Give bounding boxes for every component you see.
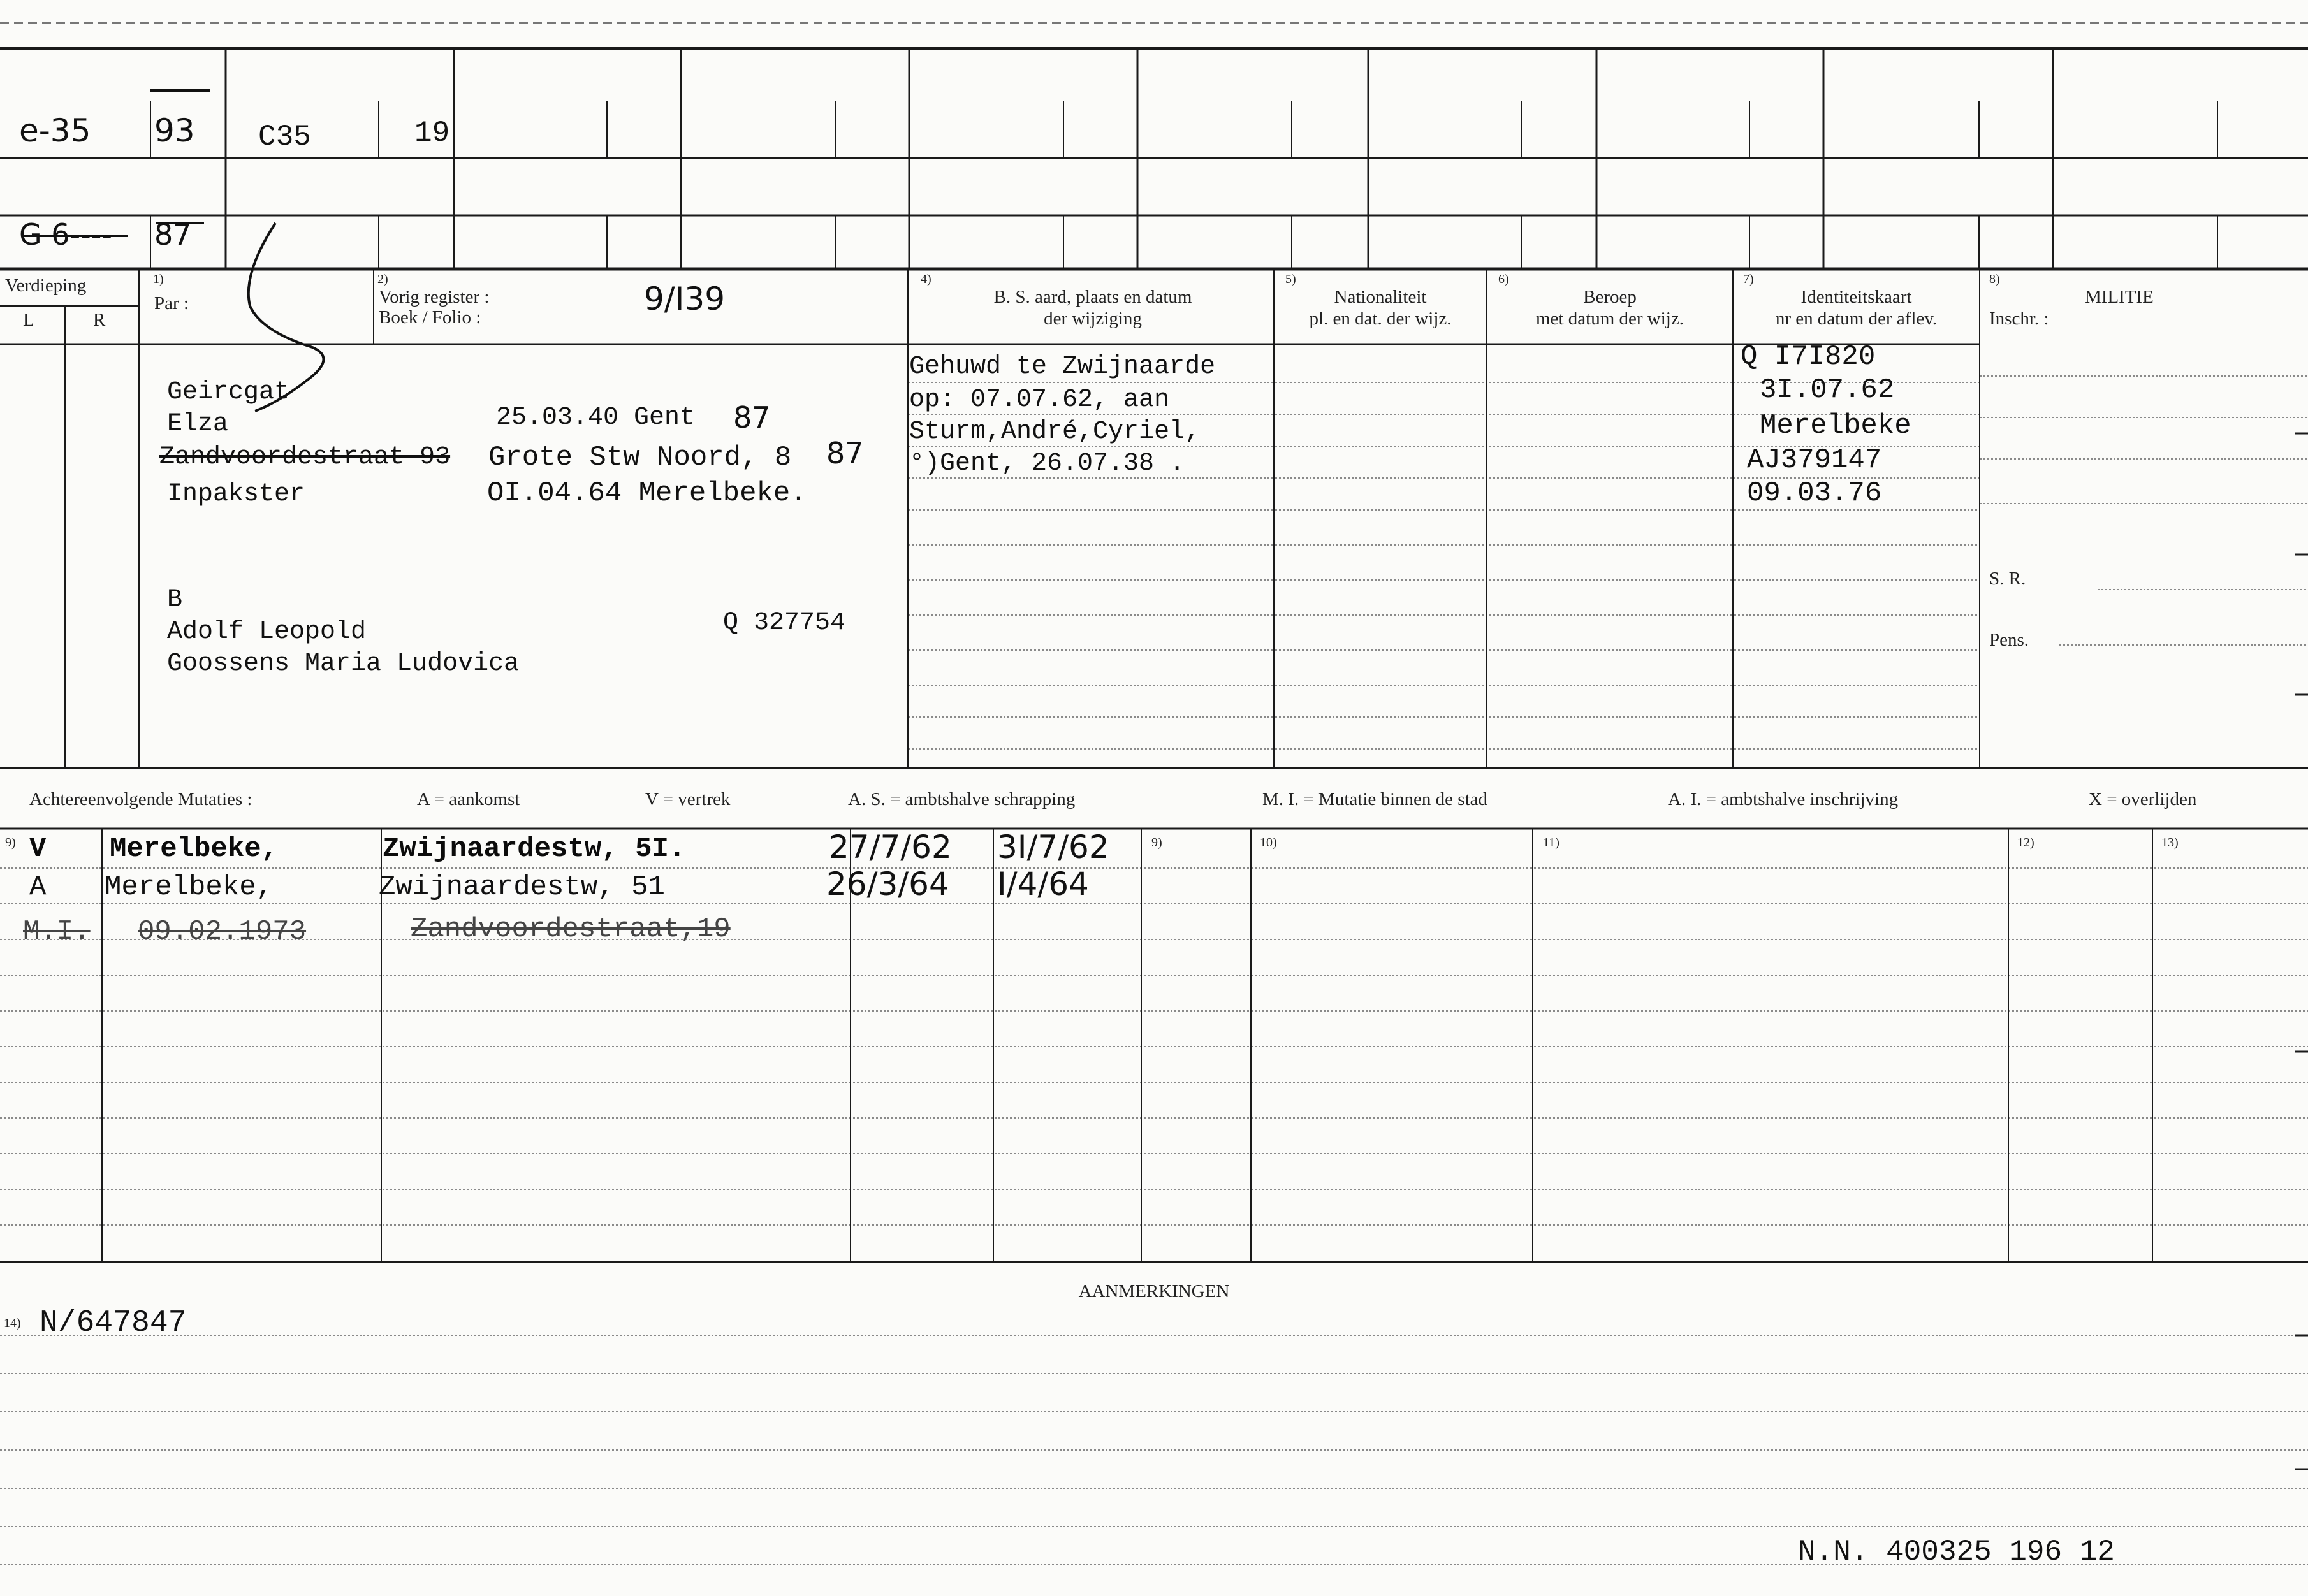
- mutation-date-2: I/4/64: [997, 866, 1089, 903]
- header-par: Par :: [154, 293, 189, 314]
- person-new-address-code: 87: [826, 436, 864, 470]
- header-r: R: [93, 310, 106, 330]
- header-num-4: 4): [921, 272, 931, 286]
- header-vorig-register: Vorig register :: [379, 287, 490, 307]
- national-number: N.N. 400325 196 12: [1798, 1535, 2115, 1569]
- legend-title: Achtereenvolgende Mutaties :: [29, 789, 252, 809]
- index-code-3: G 6----: [19, 217, 112, 252]
- person-birth-code: 87: [733, 400, 771, 435]
- header-num-6: 6): [1498, 272, 1509, 286]
- remarks-ref: N/647847: [40, 1306, 187, 1340]
- mutation-date-1: 26/3/64: [826, 866, 949, 903]
- mutation-col-10: 10): [1260, 836, 1277, 850]
- parent-id: Q 327754: [723, 609, 846, 637]
- person-birth: 25.03.40 Gent: [496, 403, 696, 432]
- header-identiteitskaart-1: Identiteitskaart: [1800, 287, 1912, 307]
- person-new-address: Grote Stw Noord, 8: [488, 442, 792, 474]
- mother-name: Goossens Maria Ludovica: [167, 649, 520, 678]
- civil-status-line-3: Sturm,André,Cyriel,: [909, 417, 1201, 446]
- legend-a: A = aankomst: [417, 789, 520, 809]
- index-code-2: C35: [258, 120, 311, 154]
- header-num-7: 7): [1743, 272, 1754, 286]
- remarks-title: AANMERKINGEN: [1078, 1281, 1230, 1302]
- header-beroep-2: met datum der wijz.: [1536, 308, 1684, 329]
- header-militie: MILITIE: [2085, 287, 2154, 307]
- mutation-col-13: 13): [2161, 836, 2179, 850]
- header-num-5: 5): [1285, 272, 1296, 286]
- header-nationaliteit-2: pl. en dat. der wijz.: [1309, 308, 1452, 329]
- identity-line-1: Q I7I820: [1741, 341, 1876, 373]
- remarks-num: 14): [4, 1316, 21, 1330]
- header-l: L: [23, 310, 34, 330]
- header-bs-1: B. S. aard, plaats en datum: [993, 287, 1192, 307]
- father-name: Adolf Leopold: [167, 618, 367, 646]
- mutation-city: 09.02.1973: [138, 916, 307, 948]
- header-nationaliteit-1: Nationaliteit: [1334, 287, 1427, 307]
- identity-line-2: 3I.07.62: [1760, 374, 1895, 406]
- header-bs-2: der wijziging: [1044, 308, 1142, 329]
- person-old-address: Zandvoordestraat 93: [159, 443, 451, 472]
- mutation-city: Merelbeke,: [105, 871, 274, 903]
- mutation-date-1: 27/7/62: [829, 829, 952, 866]
- header-identiteitskaart-2: nr en datum der aflev.: [1775, 308, 1938, 329]
- index-number-2: 19: [414, 117, 450, 150]
- mutation-col-9a: 9): [5, 836, 16, 850]
- legend-x: X = overlijden: [2089, 789, 2197, 809]
- header-num-1: 1): [153, 272, 164, 286]
- mutation-type: V: [29, 833, 47, 865]
- header-num-2: 2): [377, 272, 388, 286]
- identity-line-5: 09.03.76: [1747, 477, 1882, 509]
- mutation-col-11: 11): [1543, 836, 1559, 850]
- previous-register-value: 9/I39: [644, 280, 726, 317]
- person-surname: Geircgat: [167, 378, 290, 407]
- mutation-street: Zwijnaardestw, 5I.: [383, 833, 686, 865]
- identity-line-3: Merelbeke: [1760, 410, 1911, 442]
- mutation-street: Zwijnaardestw, 51: [379, 871, 665, 903]
- header-boek-folio: Boek / Folio :: [379, 307, 481, 328]
- person-entry-date: OI.04.64 Merelbeke.: [487, 477, 807, 509]
- header-beroep-1: Beroep: [1583, 287, 1637, 307]
- mutation-type: A: [29, 871, 47, 903]
- mutation-date-2: 3I/7/62: [997, 829, 1109, 866]
- label-pens: Pens.: [1989, 630, 2029, 650]
- label-sr: S. R.: [1989, 569, 2026, 589]
- identity-line-4: AJ379147: [1747, 444, 1882, 476]
- index-number-1: 93: [154, 112, 195, 149]
- civil-status-line-2: op: 07.07.62, aan: [909, 386, 1170, 414]
- civil-status-line-4: °)Gent, 26.07.38 .: [909, 449, 1185, 478]
- civil-status-line-1: Gehuwd te Zwijnaarde: [909, 352, 1216, 381]
- index-code-1: e-35: [19, 112, 91, 149]
- person-first-name: Elza: [167, 410, 229, 439]
- legend-v: V = vertrek: [645, 789, 731, 809]
- parents-label: B: [167, 586, 183, 614]
- legend-mi: M. I. = Mutatie binnen de stad: [1262, 789, 1488, 809]
- legend-ai: A. I. = ambtshalve inschrijving: [1668, 789, 1899, 809]
- mutation-street: Zandvoordestraat,19: [411, 913, 731, 945]
- mutation-type: M.I.: [23, 916, 91, 948]
- index-number-3: 87: [154, 217, 192, 252]
- mutation-col-12: 12): [2017, 836, 2034, 850]
- header-inschr: Inschr. :: [1989, 308, 2049, 329]
- person-occupation: Inpakster: [167, 480, 305, 509]
- legend-as: A. S. = ambtshalve schrapping: [848, 789, 1076, 809]
- mutation-city: Merelbeke,: [110, 833, 279, 865]
- header-num-8: 8): [1989, 272, 2000, 286]
- header-verdieping: Verdieping: [5, 275, 87, 296]
- mutation-col-9b: 9): [1151, 836, 1162, 850]
